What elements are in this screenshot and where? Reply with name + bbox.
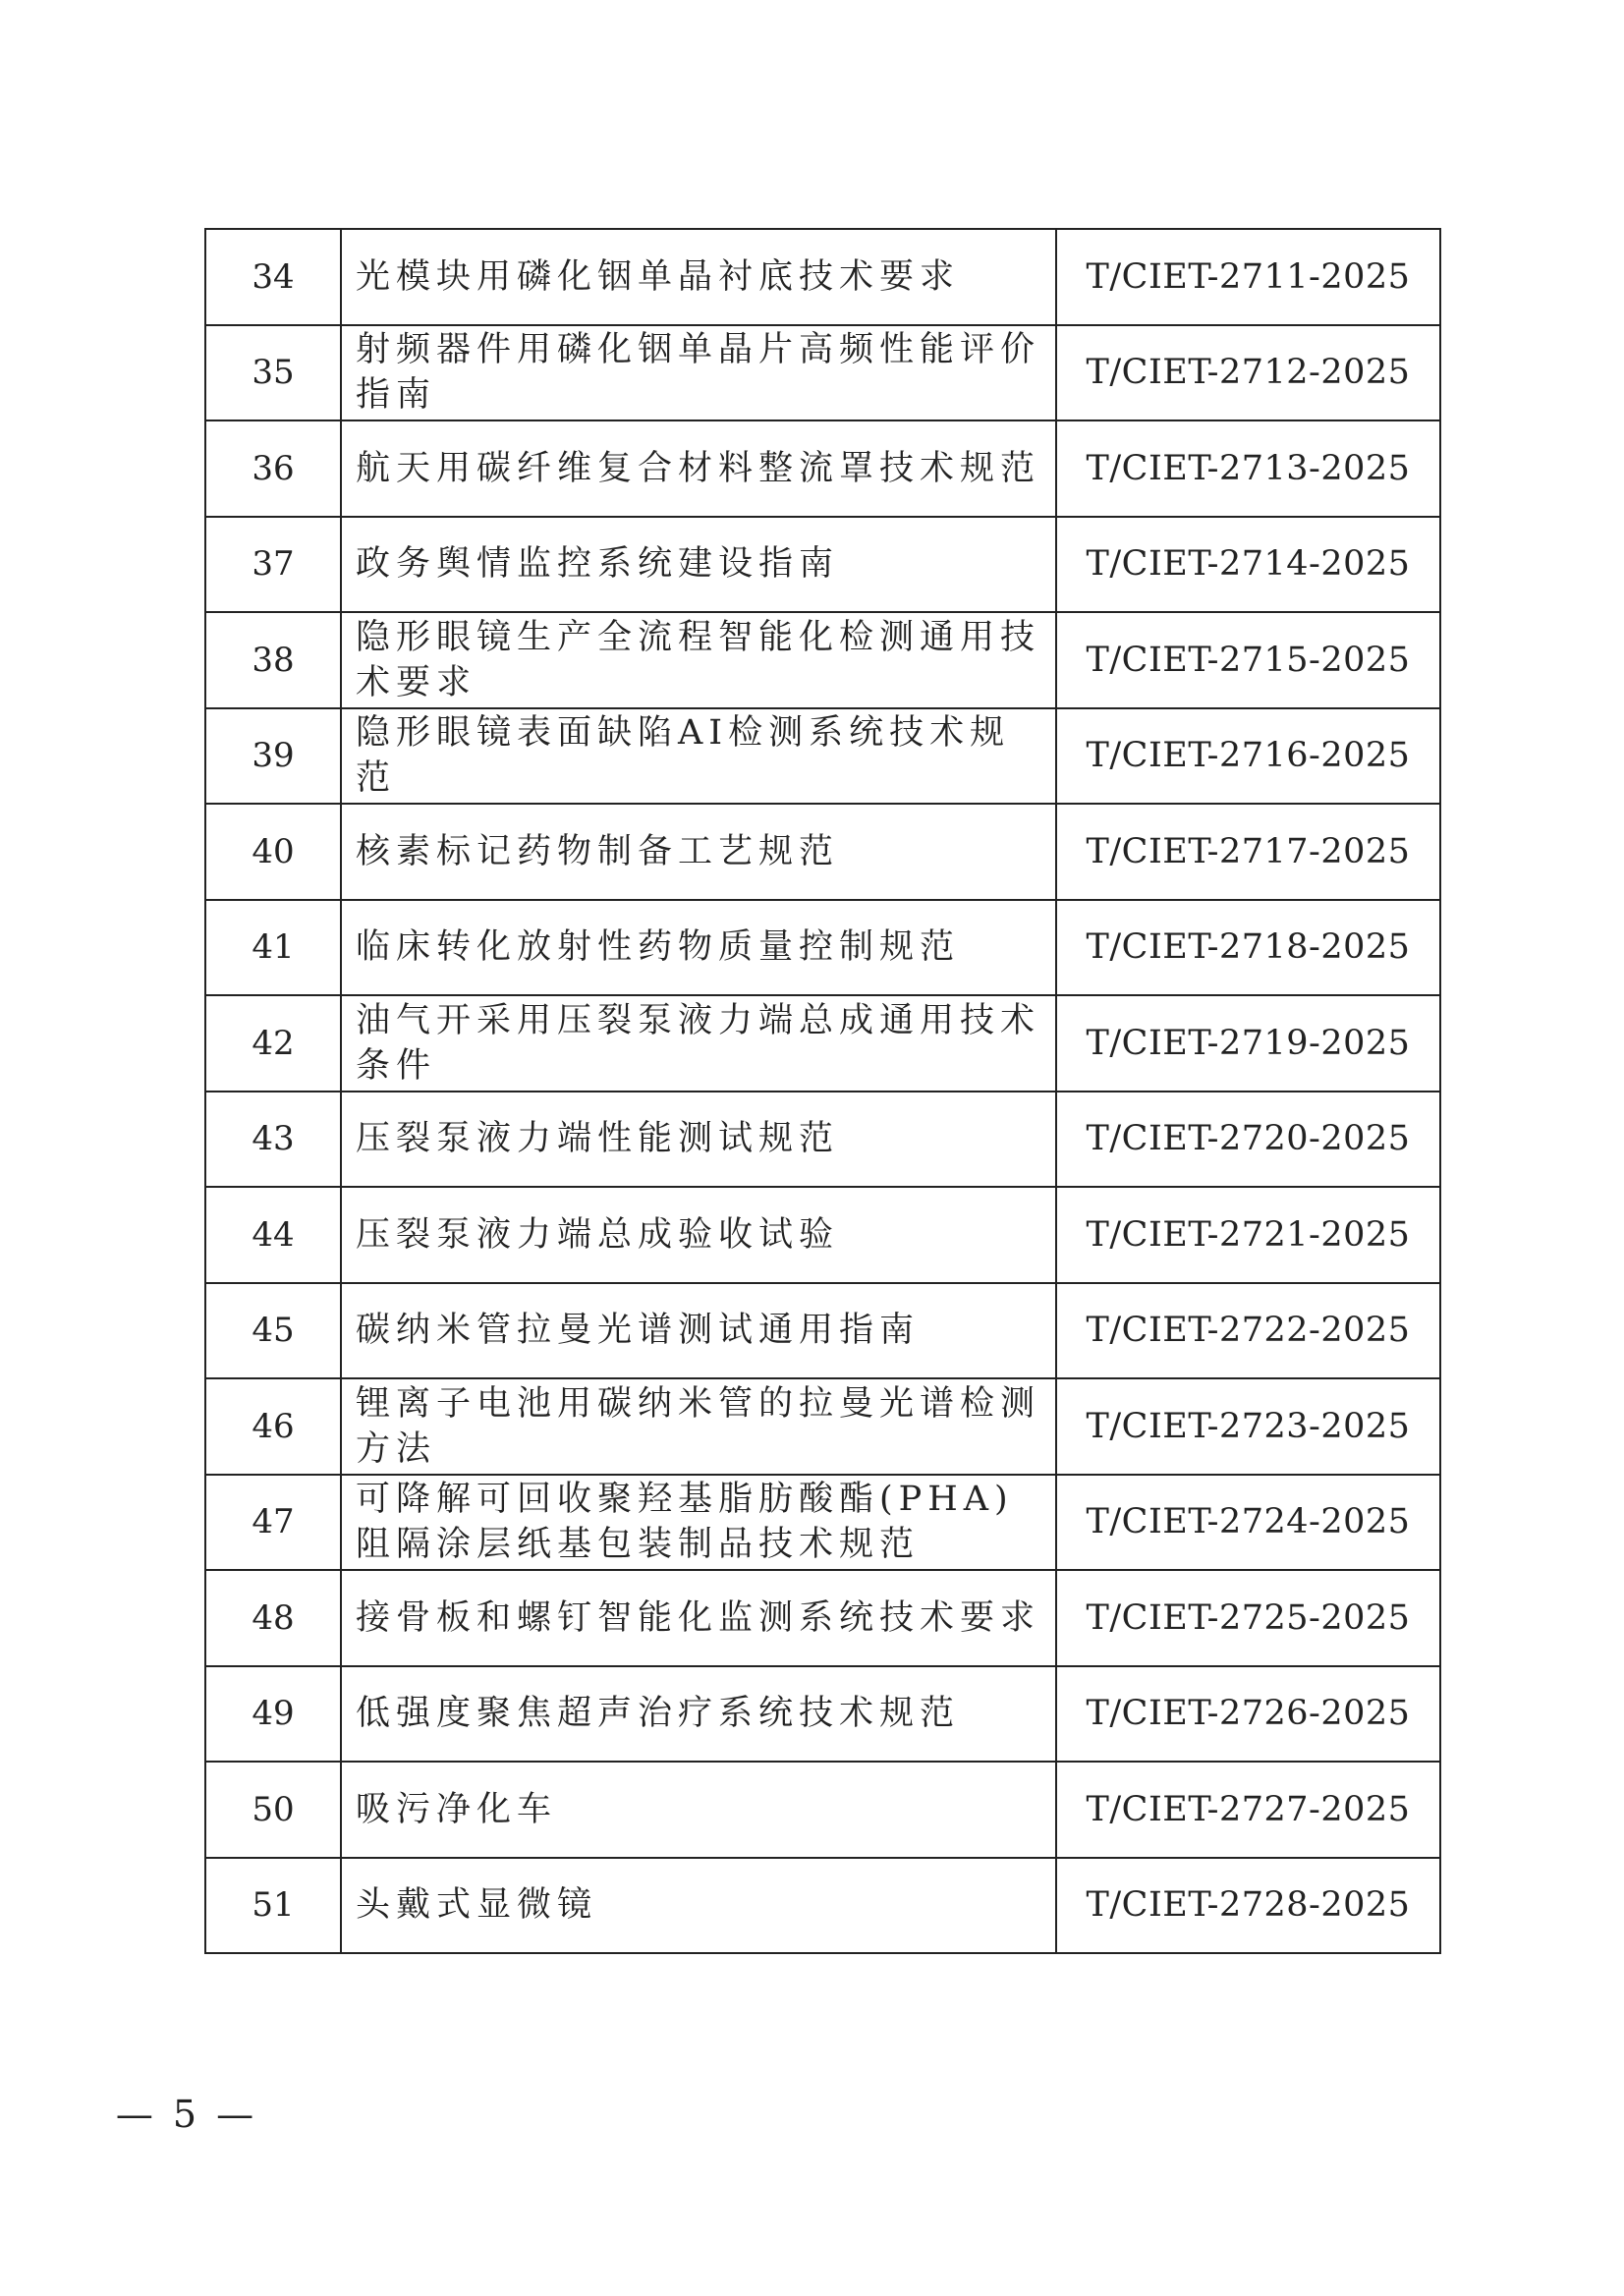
row-number: 48 [205,1570,341,1666]
table-row [205,900,1440,996]
standard-name: 压裂泵液力端性能测试规范 [341,1092,1056,1188]
table-row [205,229,1440,325]
row-number: 36 [205,420,341,517]
table-row [205,325,1440,421]
table-row [205,995,1440,1092]
table-row [205,708,1440,805]
table-row [205,1092,1440,1188]
standard-code: T/CIET-2726-2025 [1056,1666,1440,1763]
row-number: 43 [205,1092,341,1188]
standard-name: 核素标记药物制备工艺规范 [341,804,1056,900]
standard-name: 隐形眼镜表面缺陷AI检测系统技术规范 [341,708,1056,805]
row-number: 46 [205,1378,341,1475]
standard-code: T/CIET-2717-2025 [1056,804,1440,900]
row-number: 40 [205,804,341,900]
table-row [205,1570,1440,1666]
standard-name: 低强度聚焦超声治疗系统技术规范 [341,1666,1056,1763]
table-row [205,1475,1440,1571]
standard-code: T/CIET-2725-2025 [1056,1570,1440,1666]
row-number: 50 [205,1762,341,1858]
table-row [205,1858,1440,1954]
standard-name: 头戴式显微镜 [341,1858,1056,1954]
row-number: 41 [205,900,341,996]
standard-code: T/CIET-2714-2025 [1056,517,1440,613]
table-row [205,1666,1440,1763]
standard-code: T/CIET-2713-2025 [1056,420,1440,517]
table-row [205,420,1440,517]
standard-name: 吸污净化车 [341,1762,1056,1858]
table-row [205,804,1440,900]
standard-name: 临床转化放射性药物质量控制规范 [341,900,1056,996]
table-row [205,1283,1440,1379]
standard-code: T/CIET-2711-2025 [1056,229,1440,325]
standard-code: T/CIET-2712-2025 [1056,325,1440,421]
standard-name: 隐形眼镜生产全流程智能化检测通用技术要求 [341,612,1056,708]
standard-code: T/CIET-2719-2025 [1056,995,1440,1092]
standard-code: T/CIET-2715-2025 [1056,612,1440,708]
row-number: 51 [205,1858,341,1954]
standard-name: 政务舆情监控系统建设指南 [341,517,1056,613]
row-number: 44 [205,1187,341,1283]
standard-name: 航天用碳纤维复合材料整流罩技术规范 [341,420,1056,517]
row-number: 34 [205,229,341,325]
table-row [205,1187,1440,1283]
standard-name: 射频器件用磷化铟单晶片高频性能评价指南 [341,325,1056,421]
standard-name: 压裂泵液力端总成验收试验 [341,1187,1056,1283]
standard-name: 接骨板和螺钉智能化监测系统技术要求 [341,1570,1056,1666]
standard-code: T/CIET-2727-2025 [1056,1762,1440,1858]
standard-name: 碳纳米管拉曼光谱测试通用指南 [341,1283,1056,1379]
table-row [205,1378,1440,1475]
standard-code: T/CIET-2724-2025 [1056,1475,1440,1571]
standard-name: 油气开采用压裂泵液力端总成通用技术条件 [341,995,1056,1092]
row-number: 45 [205,1283,341,1379]
standard-code: T/CIET-2723-2025 [1056,1378,1440,1475]
row-number: 35 [205,325,341,421]
standard-code: T/CIET-2721-2025 [1056,1187,1440,1283]
standard-code: T/CIET-2728-2025 [1056,1858,1440,1954]
table-row [205,1762,1440,1858]
standard-code: T/CIET-2720-2025 [1056,1092,1440,1188]
standard-name: 光模块用磷化铟单晶衬底技术要求 [341,229,1056,325]
standards-table [204,228,1441,1954]
row-number: 42 [205,995,341,1092]
standard-code: T/CIET-2722-2025 [1056,1283,1440,1379]
row-number: 47 [205,1475,341,1571]
row-number: 37 [205,517,341,613]
standard-name: 锂离子电池用碳纳米管的拉曼光谱检测方法 [341,1378,1056,1475]
row-number: 49 [205,1666,341,1763]
row-number: 38 [205,612,341,708]
row-number: 39 [205,708,341,805]
table-row [205,517,1440,613]
standard-code: T/CIET-2716-2025 [1056,708,1440,805]
table-row [205,612,1440,708]
standard-name: 可降解可回收聚羟基脂肪酸酯(PHA)阻隔涂层纸基包装制品技术规范 [341,1475,1056,1571]
page-number: — 5 — [115,2093,258,2136]
standard-code: T/CIET-2718-2025 [1056,900,1440,996]
